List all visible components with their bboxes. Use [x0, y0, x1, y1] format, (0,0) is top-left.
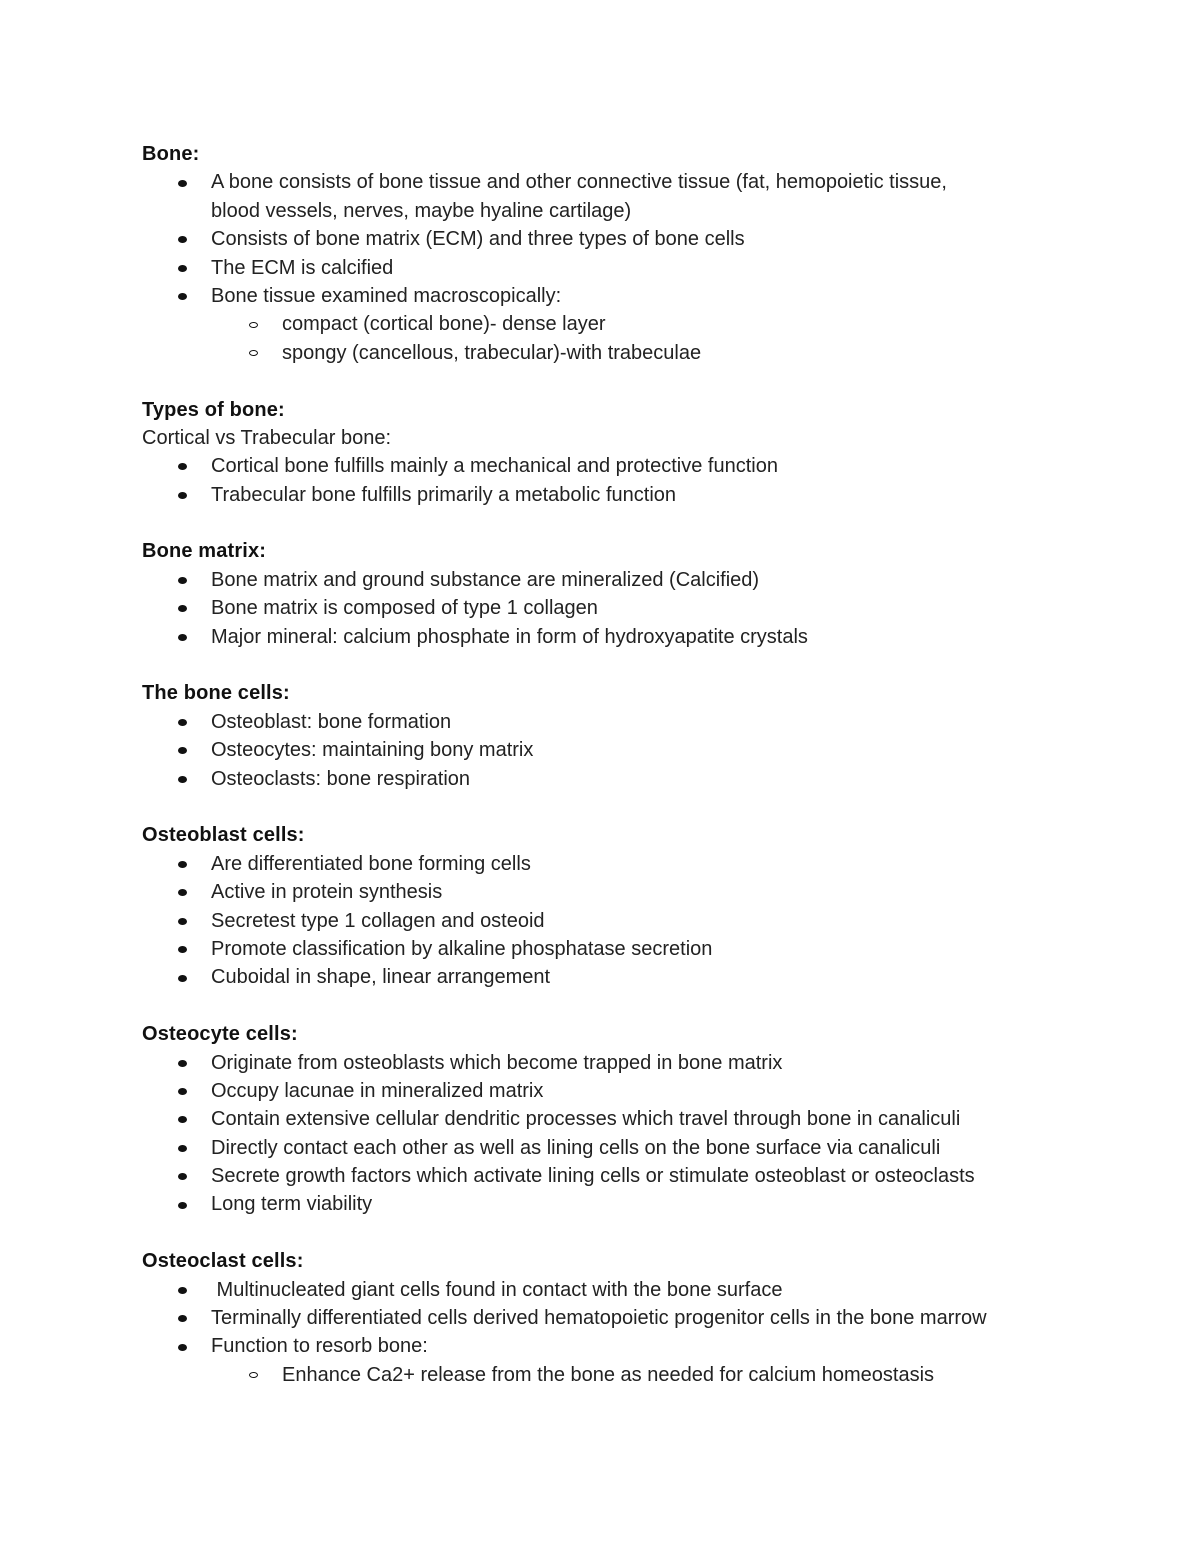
list-item: [142, 254, 1102, 282]
list-item-line: [142, 963, 1102, 991]
filled-bullet-icon: [178, 946, 187, 953]
list-item-text: Consists of bone matrix (ECM) and three types of bone cells: [211, 228, 745, 251]
filled-bullet-icon: [178, 918, 187, 925]
list-item-text: Cuboidal in shape, linear arrangement: [211, 966, 551, 989]
section-heading: Bone:: [142, 143, 200, 165]
list-item: [142, 225, 1102, 253]
list-item-line: [142, 1304, 1102, 1332]
filled-bullet-icon: [178, 1173, 187, 1180]
section-heading: Osteoblast cells:: [142, 824, 305, 847]
bullet-list: [142, 850, 1102, 992]
list-item-text: Trabecular bone fulfills primarily a metabolic function: [211, 483, 677, 506]
list-item: [142, 736, 1102, 764]
list-item-text: Secrete growth factors which activate lining cells or stimulate osteoblast or osteoclasts: [211, 1165, 975, 1188]
list-item-line: [142, 878, 1102, 906]
section: [142, 537, 1102, 651]
section-spacer: [142, 1219, 1102, 1247]
list-item-line: [142, 1162, 1102, 1190]
list-item-line: [142, 765, 1102, 793]
list-item: [142, 1134, 1102, 1162]
list-item-line: [142, 197, 1102, 225]
filled-bullet-icon: [178, 463, 187, 470]
list-item-text: Originate from osteoblasts which become trapped in bone matrix: [211, 1051, 783, 1074]
list-item-line: [142, 935, 1102, 963]
list-item: [142, 1162, 1102, 1190]
list-item-text: Bone matrix is composed of type 1 collagen: [211, 597, 598, 620]
section: [142, 679, 1102, 793]
list-item-text: Occupy lacunae in mineralized matrix: [211, 1079, 544, 1102]
filled-bullet-icon: [178, 975, 187, 982]
filled-bullet-icon: [178, 1287, 187, 1294]
section-spacer: [142, 509, 1102, 537]
list-item: [142, 566, 1102, 594]
section: [142, 1247, 1102, 1389]
list-item: [142, 1190, 1102, 1218]
list-item-text: Long term viability: [211, 1193, 373, 1216]
list-item: [142, 878, 1102, 906]
list-item-text: Contain extensive cellular dendritic processes which travel through bone in canaliculi: [211, 1108, 961, 1131]
list-item-line: [142, 1105, 1102, 1133]
bullet-list: [142, 1049, 1102, 1219]
filled-bullet-icon: [178, 1145, 187, 1152]
section-heading: Types of bone:: [142, 398, 285, 421]
bullet-list: [142, 452, 1102, 509]
list-item-text: Bone matrix and ground substance are mineralized (Calcified): [211, 568, 760, 591]
list-item-line: [142, 1134, 1102, 1162]
list-item: [142, 1304, 1102, 1332]
list-item: [142, 481, 1102, 509]
section-heading: Osteoclast cells:: [142, 1250, 304, 1273]
list-item-line: [142, 736, 1102, 764]
list-item-line: [142, 225, 1102, 253]
filled-bullet-icon: [178, 889, 187, 896]
list-item-line: [142, 907, 1102, 935]
list-item-line: [142, 254, 1102, 282]
list-item-line: [142, 594, 1102, 622]
list-item: [142, 935, 1102, 963]
list-item-text: Multinucleated giant cells found in contact with the bone surface: [211, 1278, 783, 1301]
list-item-line: [142, 1077, 1102, 1105]
filled-bullet-icon: [178, 1344, 187, 1351]
list-item-text: Directly contact each other as well as lining cells on the bone surface via canaliculi: [211, 1136, 941, 1159]
list-item: [142, 1077, 1102, 1105]
list-item-line: [142, 1361, 1102, 1389]
list-item-text: Terminally differentiated cells derived hematopoietic progenitor cells in the bone marrow: [211, 1307, 987, 1330]
filled-bullet-icon: [178, 1088, 187, 1095]
hollow-bullet-icon: [249, 322, 258, 328]
list-item: [142, 623, 1102, 651]
list-item-text: Major mineral: calcium phosphate in form of hydroxyapatite crystals: [211, 625, 808, 648]
filled-bullet-icon: [178, 605, 187, 612]
list-item-line: [142, 566, 1102, 594]
list-item-text: Osteoblast: bone formation: [211, 710, 452, 733]
list-item: [142, 765, 1102, 793]
list-item-line: [142, 282, 1102, 310]
section-spacer: [142, 793, 1102, 821]
list-item-text: Enhance Ca2+ release from the bone as needed for calcium homeostasis: [282, 1363, 935, 1386]
filled-bullet-icon: [178, 236, 187, 243]
list-item-text: Osteoclasts: bone respiration: [211, 767, 471, 790]
section: [142, 1020, 1102, 1219]
list-item: [142, 594, 1102, 622]
section: [142, 821, 1102, 991]
list-item-line: [142, 452, 1102, 480]
list-item-text: The ECM is calcified: [211, 256, 394, 279]
filled-bullet-icon: [178, 265, 187, 272]
list-item-line: [142, 1190, 1102, 1218]
list-item: [142, 452, 1102, 480]
list-item-text: Secretest type 1 collagen and osteoid: [211, 909, 545, 932]
list-item-line: [142, 708, 1102, 736]
bullet-list: [142, 168, 1102, 367]
list-item-text: Cortical bone fulfills mainly a mechanical and protective function: [211, 455, 778, 478]
section-spacer: [142, 651, 1102, 679]
filled-bullet-icon: [178, 1116, 187, 1123]
filled-bullet-icon: [178, 492, 187, 499]
list-item-text: Osteocytes: maintaining bony matrix: [211, 739, 534, 762]
bullet-list: [142, 566, 1102, 651]
list-item: [142, 850, 1102, 878]
filled-bullet-icon: [178, 719, 187, 726]
filled-bullet-icon: [178, 180, 187, 187]
filled-bullet-icon: [178, 1315, 187, 1322]
sub-list-item: [142, 310, 1102, 338]
list-item-line: [142, 850, 1102, 878]
list-item: [142, 907, 1102, 935]
list-item: [142, 1332, 1102, 1360]
section: [142, 396, 1102, 510]
list-item: [142, 1276, 1102, 1304]
list-item-line: [142, 310, 1102, 338]
list-item-line: [142, 1049, 1102, 1077]
list-item-text: spongy (cancellous, trabecular)-with trabeculae: [282, 341, 702, 364]
list-item: [142, 963, 1102, 991]
filled-bullet-icon: [178, 1060, 187, 1067]
list-item-text: Are differentiated bone forming cells: [211, 852, 531, 875]
list-item: [142, 168, 1102, 225]
section-spacer: [142, 992, 1102, 1020]
list-item-text: blood vessels, nerves, maybe hyaline cartilage): [211, 199, 632, 222]
list-item-line: [142, 481, 1102, 509]
section-heading: The bone cells:: [142, 682, 290, 705]
hollow-bullet-icon: [249, 1372, 258, 1378]
list-item-line: [142, 1332, 1102, 1360]
section: [142, 140, 1102, 367]
list-item-line: [142, 339, 1102, 367]
list-item-text: Active in protein synthesis: [211, 881, 443, 904]
bullet-list: [142, 708, 1102, 793]
list-item-text: Function to resorb bone:: [211, 1335, 428, 1358]
sub-list-item: [142, 1361, 1102, 1389]
filled-bullet-icon: [178, 577, 187, 584]
filled-bullet-icon: [178, 293, 187, 300]
document-page: [142, 140, 1102, 1389]
list-item-text: Bone tissue examined macroscopically:: [211, 284, 562, 307]
filled-bullet-icon: [178, 634, 187, 641]
section-spacer: [142, 367, 1102, 395]
list-item: [142, 1105, 1102, 1133]
list-item: [142, 282, 1102, 310]
section-intro: Cortical vs Trabecular bone:: [142, 426, 392, 449]
list-item-text: Promote classification by alkaline phosphatase secretion: [211, 937, 713, 960]
hollow-bullet-icon: [249, 350, 258, 356]
list-item: [142, 1049, 1102, 1077]
bullet-list: [142, 1276, 1102, 1390]
filled-bullet-icon: [178, 747, 187, 754]
section-heading: Bone matrix:: [142, 540, 267, 563]
list-item-line: [142, 623, 1102, 651]
filled-bullet-icon: [178, 861, 187, 868]
filled-bullet-icon: [178, 1202, 187, 1209]
filled-bullet-icon: [178, 776, 187, 783]
list-item-text: compact (cortical bone)- dense layer: [282, 313, 606, 336]
list-item-line: [142, 1276, 1102, 1304]
list-item: [142, 708, 1102, 736]
list-item-text: A bone consists of bone tissue and other connective tissue (fat, hemopoietic tissue,: [211, 171, 947, 194]
list-item-line: [142, 168, 1102, 196]
sub-list-item: [142, 339, 1102, 367]
section-heading: Osteocyte cells:: [142, 1023, 298, 1046]
